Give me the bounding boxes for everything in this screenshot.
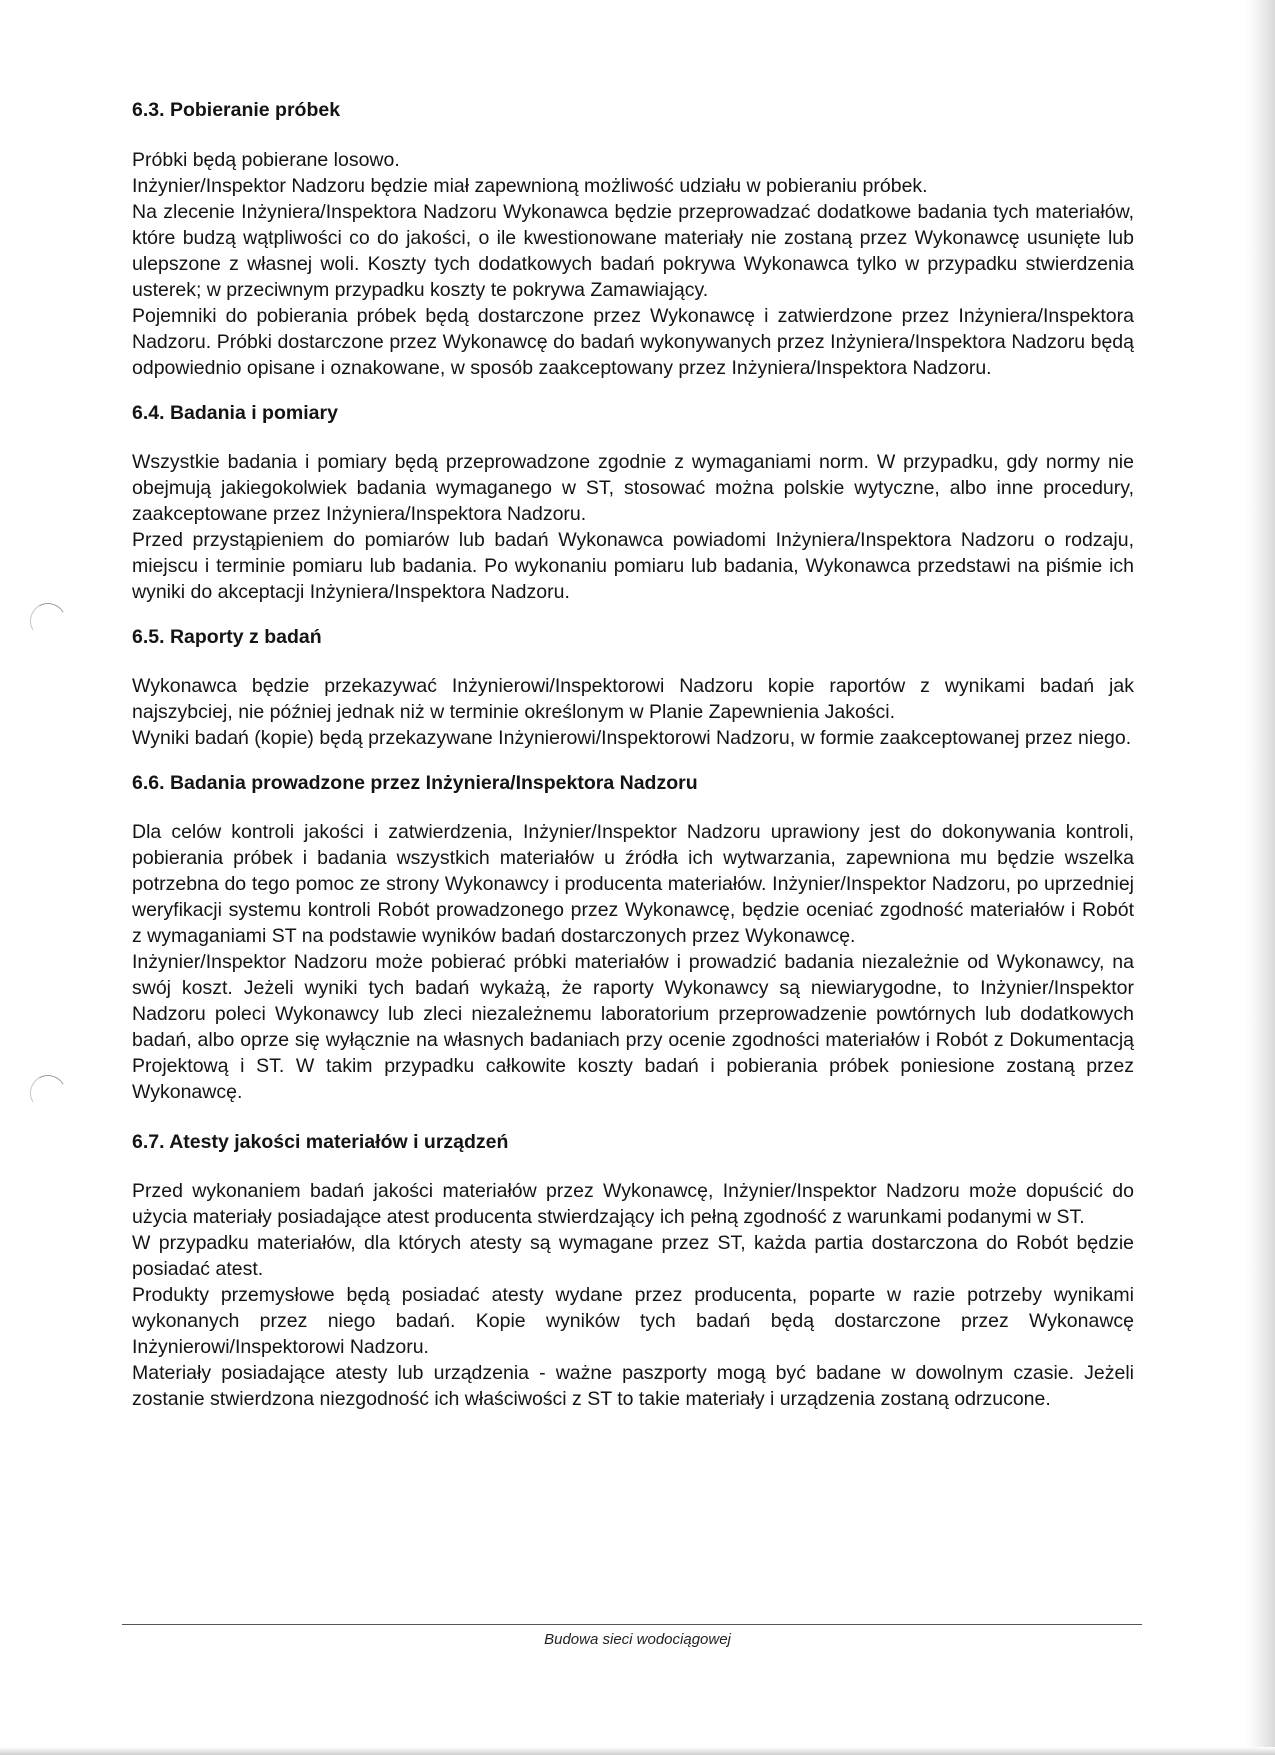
paragraph: Wykonawca będzie przekazywać Inżynierowi/Inspektorowi Nadzoru kopie raportów z wynikami badań jak najszybciej, nie później jednak niż w terminie określonym w Planie Zapewnienia Jakości.: [132, 675, 1134, 723]
punch-hole-mark: [26, 599, 70, 643]
paragraph: Pojemniki do pobierania próbek będą dostarczone przez Wykonawcę i zatwierdzone przez Inżyniera/Inspektora Nadzoru. Próbki dostarczone przez Wykonawcę do badań wykonywanych przez Inżyniera/Inspektora Nadzoru będą odpowiednio opisane i oznakowane, w sposób zaakceptowany przez Inżyniera/Inspektora Nadzoru.: [132, 305, 1134, 379]
paragraph: Materiały posiadające atesty lub urządzenia - ważne paszporty mogą być badane w dowolnym czasie. Jeżeli zostanie stwierdzona niezgodność ich właściwości z ST to takie materiały i urządzenia zostaną odrzucone.: [132, 1362, 1134, 1410]
section-heading: 6.5. Raporty z badań: [132, 626, 322, 648]
section-heading: 6.6. Badania prowadzone przez Inżyniera/Inspektora Nadzoru: [132, 772, 698, 794]
paragraph: W przypadku materiałów, dla których atesty są wymagane przez ST, każda partia dostarczona do Robót będzie posiadać atest.: [132, 1232, 1134, 1280]
section-6-4: [132, 401, 1134, 605]
paragraph: Produkty przemysłowe będą posiadać atesty wydane przez producenta, poparte w razie potrzeby wynikami wykonanych przez niego badań. Kopie wyników tych badań będą dostarczone przez Wykonawcę Inżynierowi/Inspektorowi Nadzoru.: [132, 1284, 1134, 1358]
section-heading: 6.3. Pobieranie próbek: [132, 99, 341, 121]
paragraph: Wyniki badań (kopie) będą przekazywane Inżynierowi/Inspektorowi Nadzoru, w formie zaakceptowanej przez niego.: [132, 727, 1132, 749]
section-6-3: [132, 98, 1134, 381]
section-6-7: [132, 1130, 1134, 1412]
paragraph: Inżynier/Inspektor Nadzoru może pobierać próbki materiałów i prowadzić badania niezależnie od Wykonawcy, na swój koszt. Jeżeli wyniki tych badań wykażą, że raporty Wykonawcy są niewiarygodne, to Inżynier/Inspektor Nadzoru poleci Wykonawcy lub zleci niezależnemu laboratorium przeprowadzenie powtórnych lub dodatkowych badań, albo oprze się wyłącznie na własnych badaniach przy ocenie zgodności materiałów i Robót z Dokumentacją Projektową i ST. W takim przypadku całkowite koszty badań i pobierania próbek poniesione zostaną przez Wykonawcę.: [132, 951, 1134, 1103]
document-body: [132, 98, 1134, 1412]
section-heading: 6.4. Badania i pomiary: [132, 402, 338, 424]
section-heading: 6.7. Atesty jakości materiałów i urządzeń: [132, 1131, 509, 1153]
paragraph: Przed przystąpieniem do pomiarów lub badań Wykonawca powiadomi Inżyniera/Inspektora Nadzoru o rodzaju, miejscu i terminie pomiaru lub badania. Po wykonaniu pomiaru lub badania, Wykonawca przedstawi na piśmie ich wyniki do akceptacji Inżyniera/Inspektora Nadzoru.: [132, 529, 1134, 603]
paragraph: Inżynier/Inspektor Nadzoru będzie miał zapewnioną możliwość udziału w pobieraniu próbek.: [132, 175, 928, 197]
paragraph: Na zlecenie Inżyniera/Inspektora Nadzoru Wykonawca będzie przeprowadzać dodatkowe badania tych materiałów, które budzą wątpliwości co do jakości, o ile kwestionowane materiały nie zostaną przez Wykonawcę usunięte lub ulepszone z własnej woli. Koszty tych dodatkowych badań pokrywa Wykonawca tylko w przypadku stwierdzenia usterek; w przeciwnym przypadku koszty te pokrywa Zamawiający.: [132, 201, 1134, 301]
punch-hole-mark: [26, 1071, 70, 1115]
page-footer: Budowa sieci wodociągowej: [544, 1631, 731, 1648]
paragraph: Próbki będą pobierane losowo.: [132, 149, 400, 171]
page-edge-shadow: [1245, 0, 1275, 1755]
paragraph: Przed wykonaniem badań jakości materiałów przez Wykonawcę, Inżynier/Inspektor Nadzoru może dopuścić do użycia materiały posiadające atest producenta stwierdzający ich pełną zgodność z warunkami podanymi w ST.: [132, 1180, 1134, 1228]
section-6-6: [132, 771, 1134, 1105]
page-bottom-shadow: [0, 1747, 1275, 1755]
footer-rule: [122, 1624, 1142, 1625]
section-6-5: [132, 625, 1134, 751]
paragraph: Dla celów kontroli jakości i zatwierdzenia, Inżynier/Inspektor Nadzoru uprawiony jest do dokonywania kontroli, pobierania próbek i badania wszystkich materiałów u źródła ich wytwarzania, zapewniona mu będzie wszelka potrzebna do tego pomoc ze strony Wykonawcy i producenta materiałów. Inżynier/Inspektor Nadzoru, po uprzedniej weryfikacji systemu kontroli Robót prowadzonego przez Wykonawcę, będzie oceniać zgodność materiałów i Robót z wymaganiami ST na podstawie wyników badań dostarczonych przez Wykonawcę.: [132, 821, 1134, 947]
paragraph: Wszystkie badania i pomiary będą przeprowadzone zgodnie z wymaganiami norm. W przypadku, gdy normy nie obejmują jakiegokolwiek badania wymaganego w ST, stosować można polskie wytyczne, albo inne procedury, zaakceptowane przez Inżyniera/Inspektora Nadzoru.: [132, 451, 1134, 525]
